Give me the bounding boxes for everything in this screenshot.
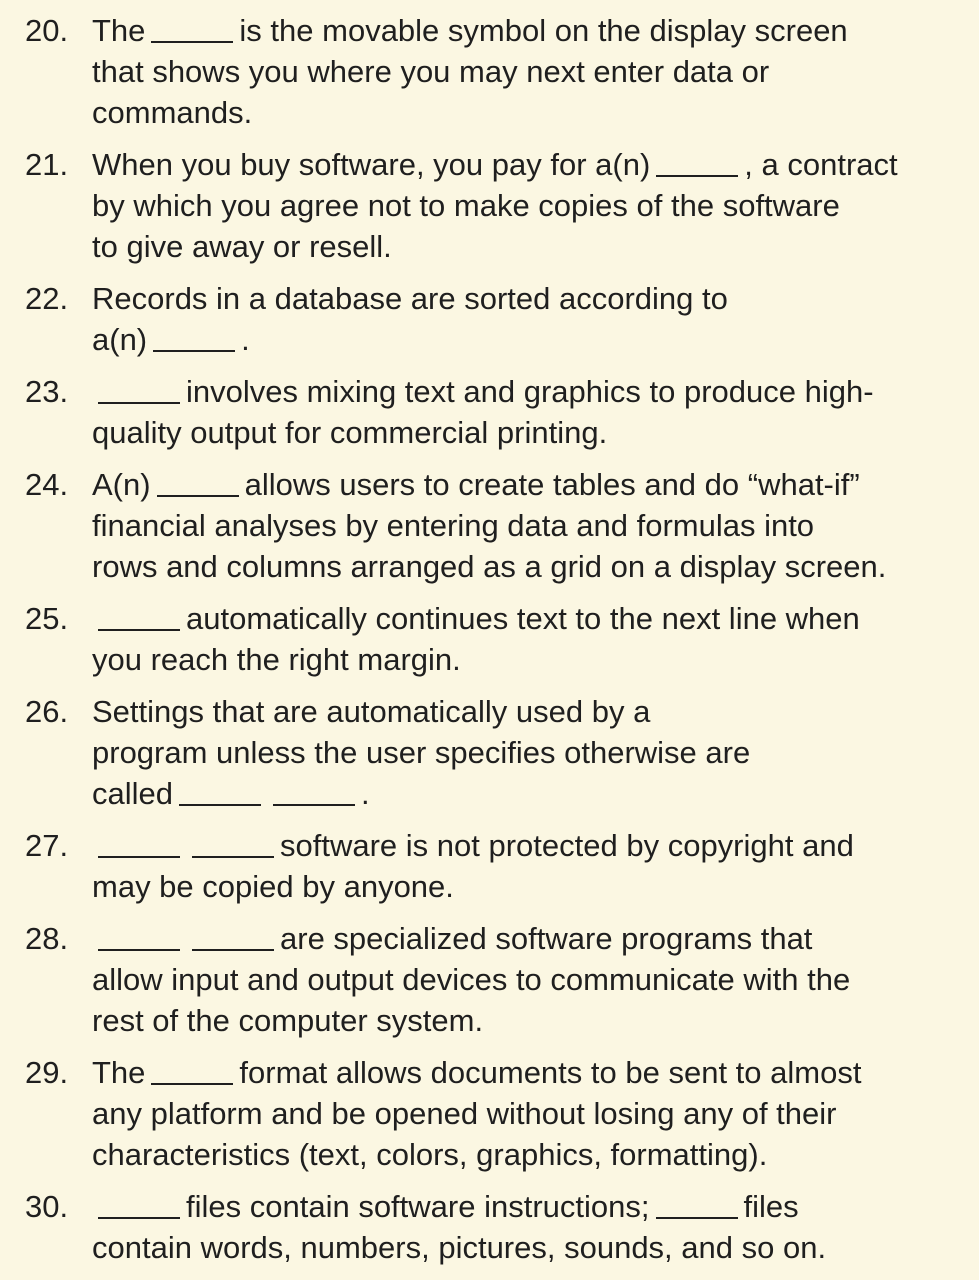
question-item bbox=[0, 464, 979, 587]
question-number: 26. bbox=[25, 694, 69, 729]
question-line bbox=[92, 371, 929, 412]
answer-blank[interactable] bbox=[98, 378, 180, 404]
question-number: 20. bbox=[25, 13, 69, 48]
question-text bbox=[92, 825, 929, 907]
question-item bbox=[0, 691, 979, 814]
question-text-segment: you reach the right margin. bbox=[92, 642, 461, 677]
question-text-segment: contain words, numbers, pictures, sounds, and so on. bbox=[92, 1230, 827, 1265]
answer-blank[interactable] bbox=[179, 780, 261, 806]
question-text bbox=[92, 691, 929, 814]
question-text-segment: software is not protected by copyright and bbox=[280, 828, 854, 863]
question-item bbox=[0, 1052, 979, 1175]
question-text-segment: may be copied by anyone. bbox=[92, 869, 454, 904]
question-text-segment: that shows you where you may next enter data or bbox=[92, 54, 770, 89]
question-text-segment: are specialized software programs that bbox=[280, 921, 813, 956]
question-line bbox=[92, 412, 929, 453]
question-text-segment: . bbox=[361, 776, 370, 811]
question-text-segment: Settings that are automatically used by a bbox=[92, 694, 651, 729]
question-text-segment: , a contract bbox=[744, 147, 898, 182]
question-text-segment: characteristics (text, colors, graphics, formatting). bbox=[92, 1137, 768, 1172]
answer-blank[interactable] bbox=[157, 471, 239, 497]
question-line bbox=[92, 319, 929, 360]
question-text-segment: files contain software instructions; bbox=[186, 1189, 650, 1224]
question-text-segment: to give away or resell. bbox=[92, 229, 392, 264]
question-item bbox=[0, 825, 979, 907]
answer-blank[interactable] bbox=[153, 326, 235, 352]
question-number: 28. bbox=[25, 921, 69, 956]
answer-blank[interactable] bbox=[98, 605, 180, 631]
question-text-segment: a(n) bbox=[92, 322, 148, 357]
question-line bbox=[92, 1093, 929, 1134]
question-line bbox=[92, 10, 929, 51]
question-line bbox=[92, 1227, 929, 1268]
answer-blank[interactable] bbox=[98, 925, 180, 951]
question-item bbox=[0, 1186, 979, 1268]
question-line bbox=[92, 1000, 929, 1041]
question-item bbox=[0, 918, 979, 1041]
question-line bbox=[92, 866, 929, 907]
question-line bbox=[92, 185, 929, 226]
question-text bbox=[92, 144, 929, 267]
question-text-segment: by which you agree not to make copies of the software bbox=[92, 188, 840, 223]
question-text-segment: A(n) bbox=[92, 467, 151, 502]
question-text-segment: The bbox=[92, 1055, 146, 1090]
question-text bbox=[92, 371, 929, 453]
question-line bbox=[92, 51, 929, 92]
question-text-segment: called bbox=[92, 776, 173, 811]
question-line bbox=[92, 639, 929, 680]
question-text-segment: The bbox=[92, 13, 146, 48]
question-number: 22. bbox=[25, 281, 69, 316]
question-line bbox=[92, 732, 929, 773]
question-text bbox=[92, 464, 929, 587]
question-line bbox=[92, 1186, 929, 1227]
question-text bbox=[92, 598, 929, 680]
question-line bbox=[92, 1134, 929, 1175]
question-text-segment: financial analyses by entering data and formulas into bbox=[92, 508, 815, 543]
answer-blank[interactable] bbox=[192, 832, 274, 858]
question-line bbox=[92, 226, 929, 267]
question-item bbox=[0, 278, 979, 360]
question-line bbox=[92, 278, 929, 319]
question-line bbox=[92, 464, 929, 505]
question-item bbox=[0, 144, 979, 267]
answer-blank[interactable] bbox=[151, 1059, 233, 1085]
question-number: 29. bbox=[25, 1055, 69, 1090]
question-line bbox=[92, 505, 929, 546]
question-text-segment: Records in a database are sorted according to bbox=[92, 281, 728, 316]
question-text-segment: format allows documents to be sent to almost bbox=[239, 1055, 862, 1090]
question-text-segment: commands. bbox=[92, 95, 253, 130]
question-line bbox=[92, 918, 929, 959]
question-text-segment: allows users to create tables and do “what-if” bbox=[244, 467, 860, 502]
question-text-segment: involves mixing text and graphics to produce high- bbox=[186, 374, 874, 409]
question-number: 30. bbox=[25, 1189, 69, 1224]
question-text-segment: automatically continues text to the next line when bbox=[186, 601, 860, 636]
question-number: 21. bbox=[25, 147, 69, 182]
question-text-segment: rest of the computer system. bbox=[92, 1003, 484, 1038]
question-text-segment: When you buy software, you pay for a(n) bbox=[92, 147, 651, 182]
question-text bbox=[92, 278, 929, 360]
answer-blank[interactable] bbox=[656, 151, 738, 177]
answer-blank[interactable] bbox=[98, 1193, 180, 1219]
question-text-segment: quality output for commercial printing. bbox=[92, 415, 608, 450]
question-text-segment: is the movable symbol on the display screen bbox=[239, 13, 848, 48]
question-text bbox=[92, 10, 929, 133]
question-line bbox=[92, 546, 929, 587]
question-item bbox=[0, 10, 979, 133]
question-number: 23. bbox=[25, 374, 69, 409]
answer-blank[interactable] bbox=[273, 780, 355, 806]
question-line bbox=[92, 92, 929, 133]
question-line bbox=[92, 598, 929, 639]
question-text-segment: program unless the user specifies otherwise are bbox=[92, 735, 751, 770]
question-line bbox=[92, 144, 929, 185]
question-list bbox=[0, 10, 979, 1268]
question-text-segment: allow input and output devices to communicate with the bbox=[92, 962, 851, 997]
question-text-segment: . bbox=[241, 322, 250, 357]
question-text bbox=[92, 1186, 929, 1268]
question-line bbox=[92, 1052, 929, 1093]
question-text bbox=[92, 1052, 929, 1175]
question-item bbox=[0, 371, 979, 453]
question-text-segment: files bbox=[743, 1189, 799, 1224]
question-number: 24. bbox=[25, 467, 69, 502]
question-line bbox=[92, 825, 929, 866]
question-number: 25. bbox=[25, 601, 69, 636]
answer-blank[interactable] bbox=[192, 925, 274, 951]
question-number: 27. bbox=[25, 828, 69, 863]
question-line bbox=[92, 959, 929, 1000]
question-text bbox=[92, 918, 929, 1041]
question-text-segment: any platform and be opened without losing any of their bbox=[92, 1096, 837, 1131]
answer-blank[interactable] bbox=[656, 1193, 738, 1219]
answer-blank[interactable] bbox=[151, 17, 233, 43]
question-text-segment: rows and columns arranged as a grid on a display screen. bbox=[92, 549, 887, 584]
question-line bbox=[92, 773, 929, 814]
question-line bbox=[92, 691, 929, 732]
question-item bbox=[0, 598, 979, 680]
answer-blank[interactable] bbox=[98, 832, 180, 858]
